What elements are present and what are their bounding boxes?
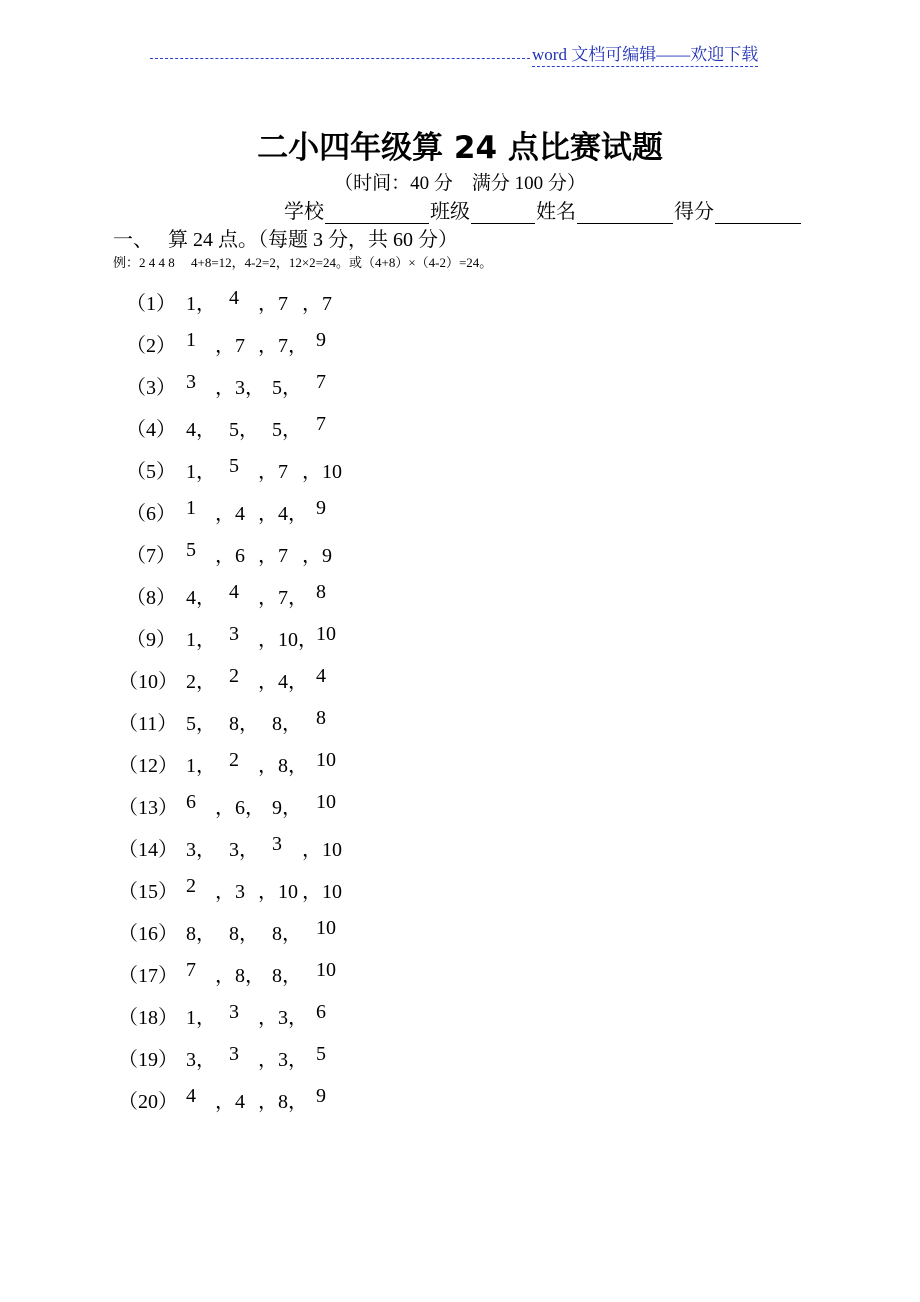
- class-label: 班级: [430, 201, 470, 223]
- problem-value: ，8，: [258, 1091, 308, 1113]
- problem-value: 2: [229, 749, 239, 771]
- name-label: 姓名: [536, 201, 576, 223]
- problem-number: （20）: [118, 1091, 178, 1113]
- problem-value: 8，: [229, 713, 259, 735]
- problem-item: [0, 1043, 920, 1073]
- problem-value: ，7，: [258, 587, 308, 609]
- problem-value: 8: [316, 707, 326, 729]
- problem-value: ，8，: [258, 755, 308, 777]
- problem-value: 5，: [229, 419, 259, 441]
- problem-value: ，7，: [258, 335, 308, 357]
- problem-value: 3，: [186, 1049, 216, 1071]
- problem-item: [0, 917, 920, 947]
- problem-item: [0, 623, 920, 653]
- problem-number: （12）: [118, 755, 178, 777]
- problem-value: 6: [186, 791, 196, 813]
- problem-value: 3: [186, 371, 196, 393]
- problem-value: 4: [316, 665, 326, 687]
- problem-value: 1，: [186, 461, 216, 483]
- problem-number: （9）: [126, 629, 176, 651]
- problem-value: 10: [316, 623, 336, 645]
- page-subtitle: （时间：40 分 满分 100 分）: [334, 173, 586, 194]
- problem-value: 1: [186, 329, 196, 351]
- problem-item: [0, 287, 920, 317]
- problem-item: [0, 707, 920, 737]
- problem-value: ，10: [302, 461, 342, 483]
- problem-value: 10: [316, 959, 336, 981]
- problem-value: 1: [186, 497, 196, 519]
- section-text: 算 24 点。（每题 3 分，共 60 分）: [168, 229, 458, 251]
- problem-value: ，10: [258, 881, 298, 903]
- problem-item: [0, 791, 920, 821]
- problem-value: 3: [229, 1001, 239, 1023]
- problem-value: 4，: [186, 587, 216, 609]
- problem-item: [0, 959, 920, 989]
- problem-value: 5，: [186, 713, 216, 735]
- problem-number: （17）: [118, 965, 178, 987]
- problem-value: ，7: [215, 335, 245, 357]
- problem-value: 5: [229, 455, 239, 477]
- problem-value: 3: [229, 623, 239, 645]
- problem-item: [0, 539, 920, 569]
- problem-number: （18）: [118, 1007, 178, 1029]
- name-blank: [577, 203, 673, 224]
- problem-item: [0, 665, 920, 695]
- problem-number: （8）: [126, 587, 176, 609]
- problem-value: 8，: [272, 923, 302, 945]
- problem-number: （3）: [126, 377, 176, 399]
- problem-item: [0, 497, 920, 527]
- problem-value: 5: [186, 539, 196, 561]
- problem-value: ，4: [215, 1091, 245, 1113]
- problem-number: （15）: [118, 881, 178, 903]
- problem-value: 8，: [272, 965, 302, 987]
- problem-value: 8，: [186, 923, 216, 945]
- problem-number: （4）: [126, 419, 176, 441]
- problem-value: 4: [186, 1085, 196, 1107]
- problem-value: 4: [229, 287, 239, 309]
- problem-value: 7: [316, 371, 326, 393]
- problem-value: 9，: [272, 797, 302, 819]
- section-heading: [113, 223, 458, 252]
- header-watermark: word 文档可编辑——欢迎下载: [532, 40, 758, 67]
- problem-value: 2: [229, 665, 239, 687]
- problem-value: 8，: [272, 713, 302, 735]
- problem-item: [0, 581, 920, 611]
- problem-value: ，3，: [258, 1049, 308, 1071]
- problem-value: 9: [316, 329, 326, 351]
- problem-value: 8: [316, 581, 326, 603]
- problem-value: 8，: [229, 923, 259, 945]
- problem-value: 9: [316, 497, 326, 519]
- problem-item: [0, 875, 920, 905]
- problem-value: 3: [272, 833, 282, 855]
- problem-value: ，7: [258, 461, 288, 483]
- problem-value: 10: [316, 791, 336, 813]
- problem-number: （13）: [118, 797, 178, 819]
- problem-value: ，9: [302, 545, 332, 567]
- problem-value: ，10: [302, 839, 342, 861]
- problem-value: 7: [316, 413, 326, 435]
- problem-item: [0, 413, 920, 443]
- school-blank: [325, 203, 429, 224]
- problem-value: 4: [229, 581, 239, 603]
- problem-number: （16）: [118, 923, 178, 945]
- problem-value: 5，: [272, 419, 302, 441]
- school-label: 学校: [284, 201, 324, 223]
- score-blank: [715, 203, 801, 224]
- problem-value: ，7: [302, 293, 332, 315]
- problem-value: 5，: [272, 377, 302, 399]
- example-text: 例：2 4 4 8 4+8=12，4-2=2，12×2=24。或（4+8）×（4-2）=24。: [113, 255, 493, 270]
- problem-value: 1，: [186, 293, 216, 315]
- problem-value: 7: [186, 959, 196, 981]
- problem-number: （11）: [118, 713, 178, 735]
- problem-value: 6: [316, 1001, 326, 1023]
- problem-item: [0, 455, 920, 485]
- problem-value: 1，: [186, 755, 216, 777]
- problem-value: 3，: [186, 839, 216, 861]
- problem-value: 9: [316, 1085, 326, 1107]
- problem-value: 4，: [186, 419, 216, 441]
- problem-item: [0, 329, 920, 359]
- problem-value: ，3: [215, 881, 245, 903]
- problem-item: [0, 833, 920, 863]
- problem-value: ，10，: [258, 629, 318, 651]
- header-dashed-line: [150, 58, 530, 59]
- info-fields: [284, 195, 802, 224]
- problem-item: [0, 1001, 920, 1031]
- problem-value: 2: [186, 875, 196, 897]
- problem-value: ，7: [258, 293, 288, 315]
- problem-value: 5: [316, 1043, 326, 1065]
- problem-number: （14）: [118, 839, 178, 861]
- problem-value: ，10: [302, 881, 342, 903]
- problem-number: （2）: [126, 335, 176, 357]
- problem-value: 1，: [186, 629, 216, 651]
- problem-item: [0, 371, 920, 401]
- problem-value: ，3，: [215, 377, 265, 399]
- problem-value: ，4: [215, 503, 245, 525]
- problem-number: （19）: [118, 1049, 178, 1071]
- problem-value: ，7: [258, 545, 288, 567]
- section-number: 一、: [113, 229, 153, 251]
- problem-value: 3: [229, 1043, 239, 1065]
- problem-item: [0, 1085, 920, 1115]
- problem-value: 2，: [186, 671, 216, 693]
- class-blank: [471, 203, 535, 224]
- page-title: 二小四年级算 24 点比赛试题: [257, 130, 663, 166]
- problem-value: ，4，: [258, 671, 308, 693]
- problem-value: ，6: [215, 545, 245, 567]
- problem-value: ，4，: [258, 503, 308, 525]
- problem-number: （1）: [126, 293, 176, 315]
- problem-value: 1，: [186, 1007, 216, 1029]
- problem-number: （7）: [126, 545, 176, 567]
- problem-value: ，3，: [258, 1007, 308, 1029]
- problem-number: （5）: [126, 461, 176, 483]
- problem-value: 3，: [229, 839, 259, 861]
- problem-value: 10: [316, 749, 336, 771]
- problem-value: ，8，: [215, 965, 265, 987]
- problem-value: 10: [316, 917, 336, 939]
- problem-item: [0, 749, 920, 779]
- problem-number: （10）: [118, 671, 178, 693]
- problem-number: （6）: [126, 503, 176, 525]
- problem-value: ，6，: [215, 797, 265, 819]
- score-label: 得分: [674, 201, 714, 223]
